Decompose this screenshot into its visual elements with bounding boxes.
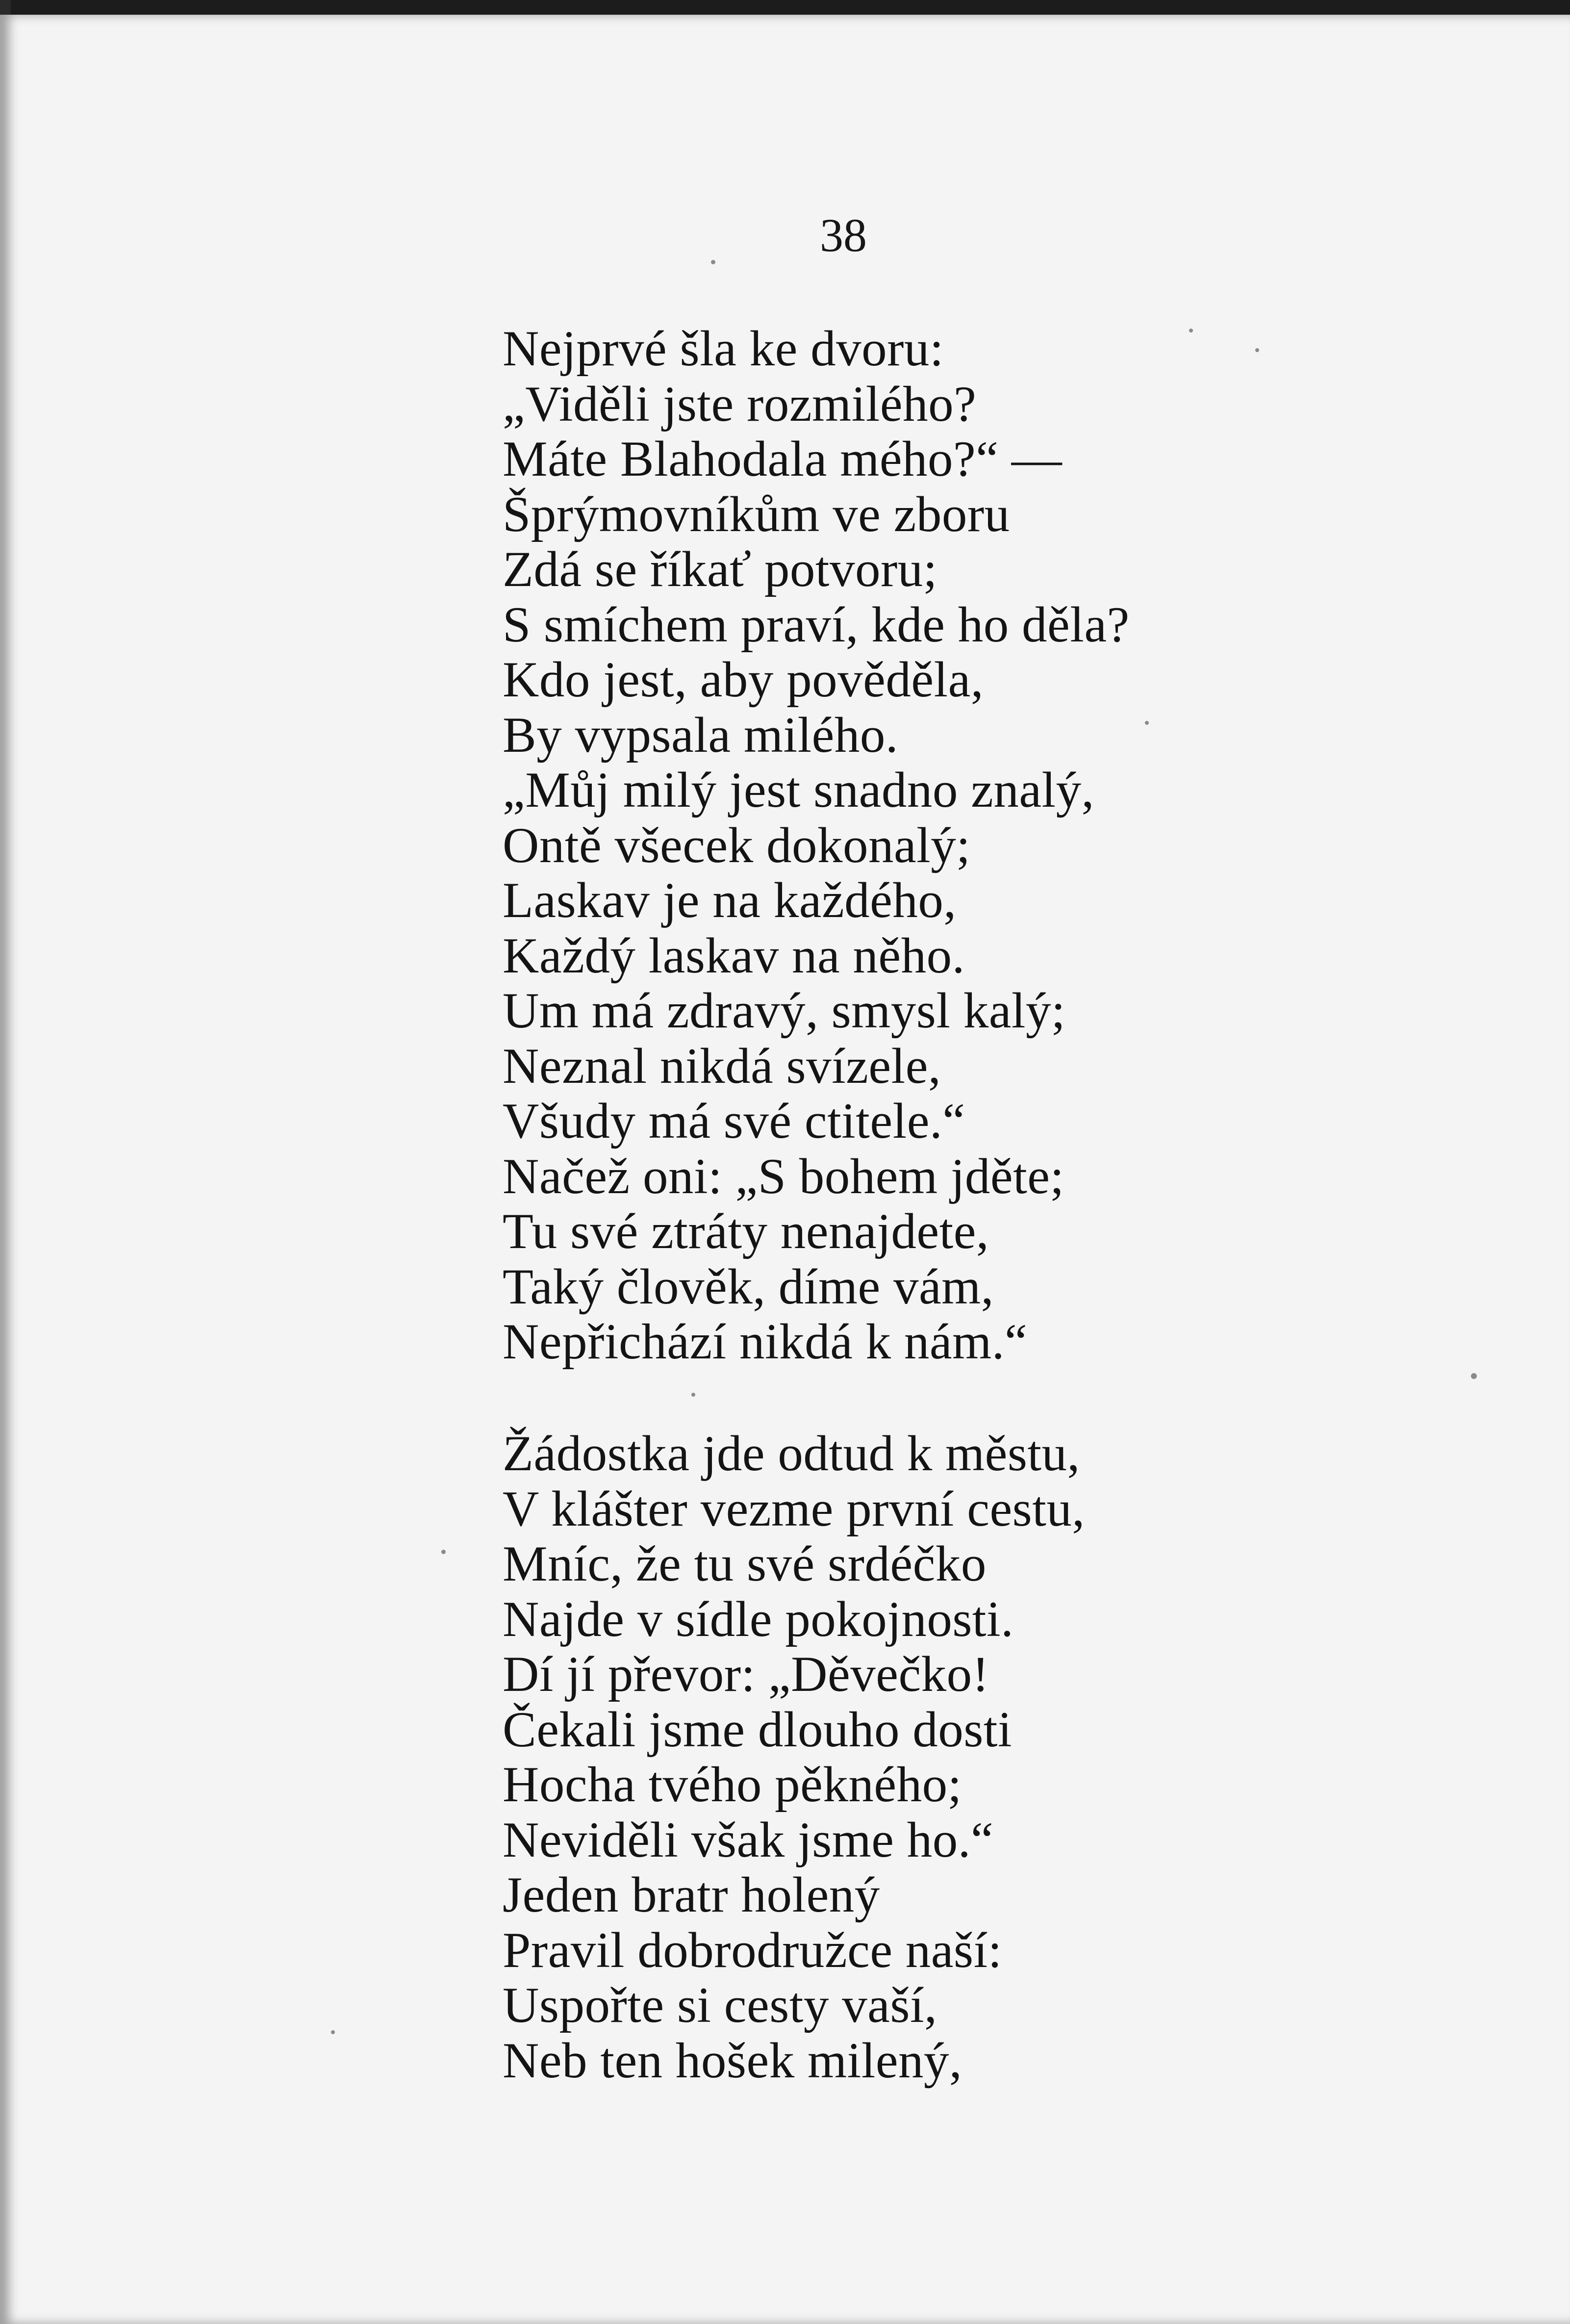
scan-speck: [1471, 1373, 1477, 1379]
poem-line: Kdo jest, aby pověděla,: [503, 652, 984, 708]
poem-line: Ontě všecek dokonalý;: [503, 817, 971, 873]
poem-line: Nepřichází nikdá k nám.“: [503, 1314, 1028, 1370]
page-number: 38: [820, 209, 867, 261]
poem-line: Laskav je na každého,: [503, 872, 957, 928]
poem-line: Hocha tvého pěkného;: [503, 1757, 962, 1813]
poem-line: Neviděli však jsme ho.“: [503, 1812, 994, 1868]
poem-stanza-1: [503, 321, 1238, 1370]
poem-line: „Viděli jste rozmilého?: [503, 376, 977, 432]
poem-line: Uspořte si cesty vaší,: [503, 1977, 937, 2033]
poem-line: „Můj milý jest snadno znalý,: [503, 762, 1094, 818]
poem-stanza-2: [503, 1426, 1238, 2088]
scan-speck: [331, 2030, 335, 2034]
poem-line: Dí jí převor: „Děvečko!: [503, 1646, 989, 1702]
poem-line: Každý laskav na něho.: [503, 927, 965, 984]
poem-line: Pravil dobrodružce naší:: [503, 1922, 1002, 1978]
poem-line: Žádostka jde odtud k městu,: [503, 1426, 1080, 1481]
poem-line: Najde v sídle pokojnosti.: [503, 1591, 1014, 1647]
poem-line: V klášter vezme první cestu,: [503, 1481, 1085, 1537]
poem-line: Um má zdravý, smysl kalý;: [503, 983, 1066, 1039]
scan-speck: [1255, 348, 1259, 352]
poem-line: Zdá se říkať potvoru;: [503, 541, 937, 597]
poem-line: Šprýmovníkům ve zboru: [503, 486, 1010, 542]
book-page: [0, 15, 1570, 2324]
poem-line: Jeden bratr holený: [503, 1867, 880, 1923]
poem-line: Všudy má své ctitele.“: [503, 1093, 965, 1149]
poem-line: Neznal nikdá svízele,: [503, 1038, 941, 1094]
poem-line: Tu své ztráty nenajdete,: [503, 1203, 989, 1259]
poem-line: Načež oni: „S bohem jděte;: [503, 1148, 1064, 1204]
poem-line: S smíchem praví, kde ho děla?: [503, 596, 1130, 653]
scan-speck: [691, 1393, 695, 1397]
scan-speck: [441, 1550, 446, 1554]
poem-line: Neb ten hošek milený,: [503, 2032, 962, 2089]
poem-line: Čekali jsme dlouho dosti: [503, 1701, 1013, 1758]
poem-line: Máte Blahodala mého?“ —: [503, 431, 1063, 487]
scan-speck: [711, 260, 715, 264]
poem-line: Taký člověk, díme vám,: [503, 1258, 994, 1315]
poem-line: By vypsala milého.: [503, 707, 899, 763]
poem-line: Nejprvé šla ke dvoru:: [503, 321, 944, 377]
poem-line: Mníc, že tu své srdéčko: [503, 1536, 987, 1592]
